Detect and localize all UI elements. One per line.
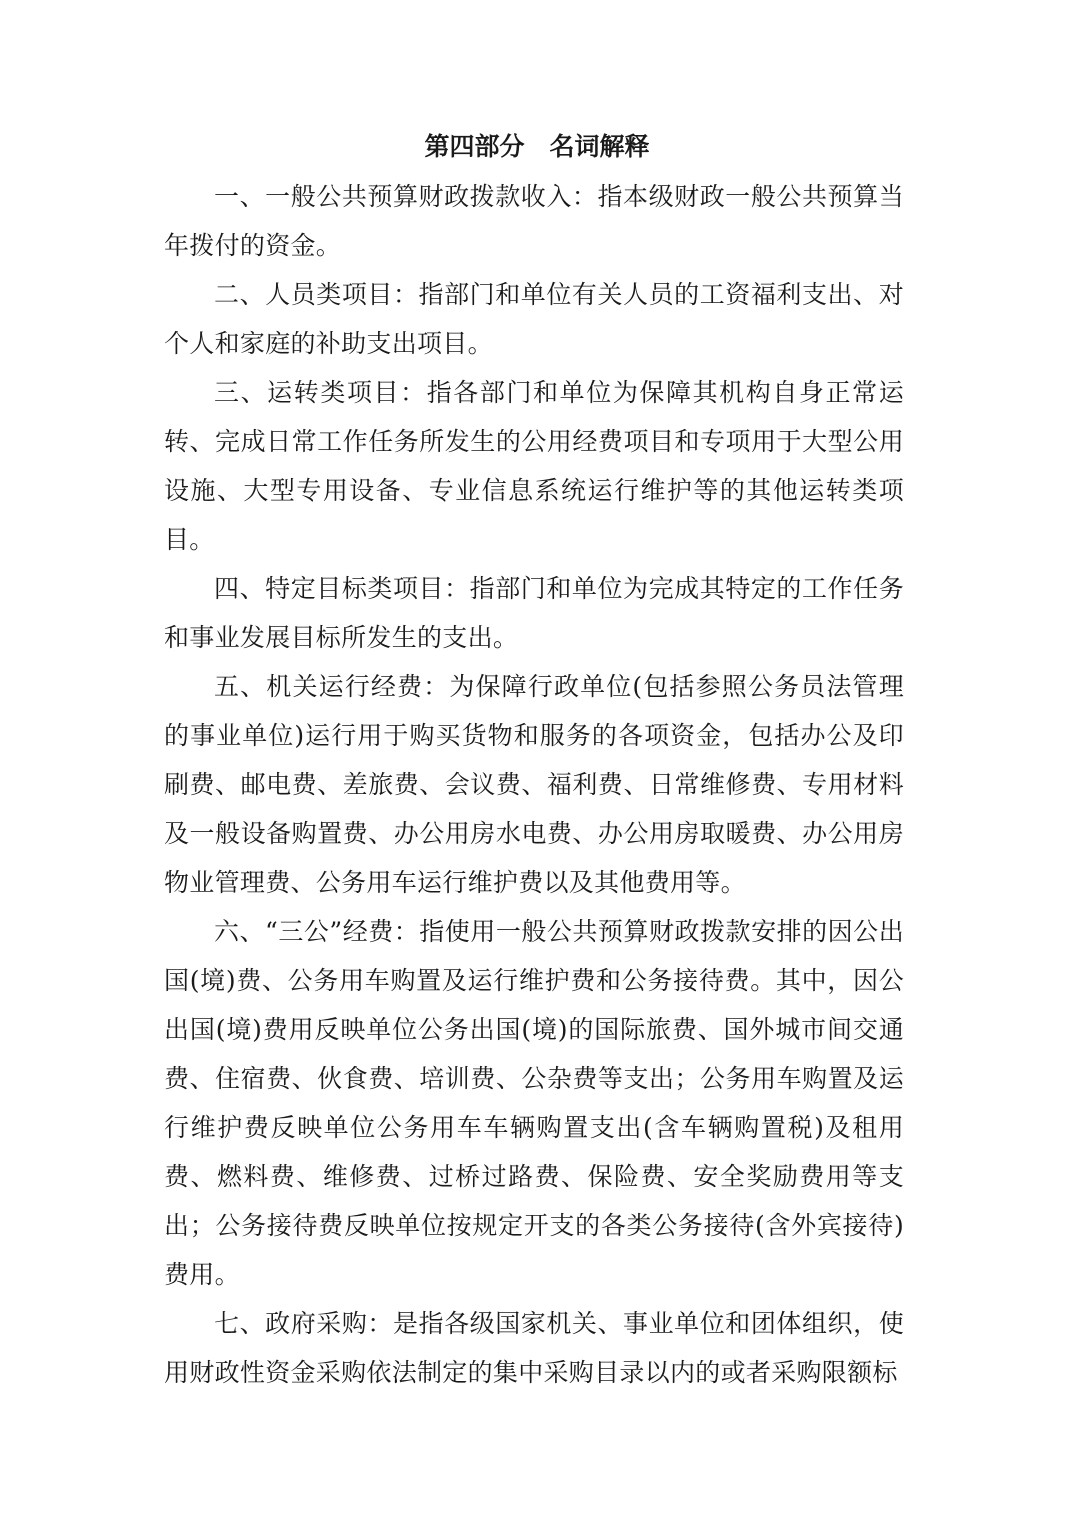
paragraph-general-budget-revenue: 一、一般公共预算财政拨款收入：指本级财政一般公共预算当年拨付的资金。 [164, 182, 904, 260]
page-title: 第四部分 名词解释 [424, 132, 650, 161]
paragraph-government-procurement: 七、政府采购：是指各级国家机关、事业单位和团体组织，使用财政性资金采购依法制定的集中采购目录以内的或者采购限额标 [164, 1309, 904, 1387]
paragraph-three-public-expenses: 六、“三公”经费：指使用一般公共预算财政拨款安排的因公出国(境)费、公务用车购置及运行维护费和公务接待费。其中，因公出国(境)费用反映单位公务出国(境)的国际旅费、国外城市间交通费、住宿费、伙食费、培训费、公杂费等支出；公务用车购置及运行维护费反映单位公务用车车辆购置支出(含车辆购置税)及租用费、燃料费、维修费、过桥过路费、保险费、安全奖励费用等支出；公务接待费反映单位按规定开支的各类公务接待(含外宾接待)费用。 [164, 917, 904, 1289]
paragraph-agency-operating-expenses: 五、机关运行经费：为保障行政单位(包括参照公务员法管理的事业单位)运行用于购买货物和服务的各项资金，包括办公及印刷费、邮电费、差旅费、会议费、福利费、日常维修费、专用材料及一般设备购置费、办公用房水电费、办公用房取暖费、办公用房物业管理费、公务用车运行维护费以及其他费用等。 [164, 672, 904, 897]
paragraph-personnel-projects: 二、人员类项目：指部门和单位有关人员的工资福利支出、对个人和家庭的补助支出项目。 [164, 280, 904, 358]
document-body [164, 172, 904, 1397]
paragraph-operation-projects: 三、运转类项目：指各部门和单位为保障其机构自身正常运转、完成日常工作任务所发生的公用经费项目和专项用于大型公用设施、大型专用设备、专业信息系统运行维护等的其他运转类项目。 [164, 378, 904, 554]
paragraph-specific-target-projects: 四、特定目标类项目：指部门和单位为完成其特定的工作任务和事业发展目标所发生的支出。 [164, 574, 904, 652]
